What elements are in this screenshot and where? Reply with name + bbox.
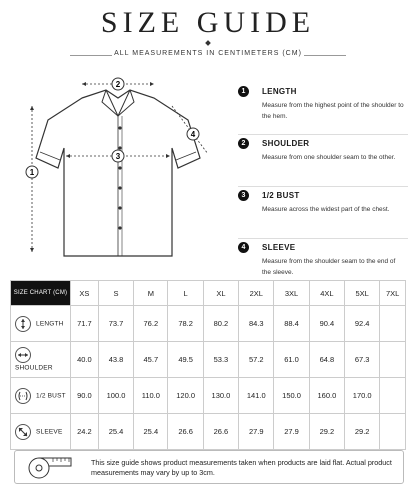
size-header: XL: [203, 281, 238, 306]
size-chart-table: [10, 280, 406, 450]
row-header: [11, 342, 71, 378]
table-cell: 141.0: [239, 378, 274, 414]
size-header: XS: [71, 281, 99, 306]
table-cell: [380, 306, 406, 342]
vertical-arrow-icon: [15, 316, 31, 332]
table-cell: 90.0: [71, 378, 99, 414]
table-cell: 61.0: [274, 342, 309, 378]
table-cell: 84.3: [239, 306, 274, 342]
number-badge: 4: [238, 242, 249, 253]
row-label: SLEEVE: [36, 428, 63, 435]
table-cell: 80.2: [203, 306, 238, 342]
shirt-diagram: [12, 76, 224, 266]
measuring-tape-icon: [27, 456, 73, 480]
marker-3: 3: [115, 152, 121, 161]
shirt-illustration: [12, 76, 224, 266]
table-cell: 29.2: [309, 414, 344, 450]
row-label: LENGTH: [36, 320, 64, 327]
size-header: 3XL: [274, 281, 309, 306]
table-cell: 26.6: [203, 414, 238, 450]
note-text: This size guide shows product measurements taken when products are laid flat. Actual product measurements may vary by up to 3cm.: [91, 458, 392, 477]
table-cell: [380, 414, 406, 450]
table-cell: 92.4: [345, 306, 380, 342]
measure-item-bust: [238, 190, 408, 239]
measure-description: Measure from the highest point of the shoulder to the hem.: [262, 102, 404, 120]
table-cell: 64.8: [309, 342, 344, 378]
size-header: 5XL: [345, 281, 380, 306]
marker-1: 1: [29, 168, 35, 177]
table-cell: 49.5: [168, 342, 203, 378]
row-label: 1/2 BUST: [36, 392, 66, 399]
table-row-length: [11, 306, 406, 342]
size-header-row: [11, 281, 406, 306]
table-cell: 25.4: [134, 414, 168, 450]
table-cell: 24.2: [71, 414, 99, 450]
measure-description: Measure from one shoulder seam to the other.: [262, 154, 396, 161]
table-corner-label: SIZE CHART (CM): [11, 281, 71, 306]
table-cell: 25.4: [98, 414, 133, 450]
table-cell: 71.7: [71, 306, 99, 342]
table-cell: 78.2: [168, 306, 203, 342]
table-cell: 67.3: [345, 342, 380, 378]
table-cell: 27.9: [239, 414, 274, 450]
table-cell: 110.0: [134, 378, 168, 414]
measure-title: SHOULDER: [262, 139, 310, 148]
page-title: SIZE GUIDE: [100, 6, 316, 39]
title-diamond-ornament: [205, 40, 211, 46]
measure-item-shoulder: [238, 138, 408, 187]
size-header: 7XL: [380, 281, 406, 306]
table-row-shoulder: [11, 342, 406, 378]
size-header: 4XL: [309, 281, 344, 306]
table-cell: 160.0: [309, 378, 344, 414]
subtitle-rule-left: [70, 55, 112, 56]
table-cell: 29.2: [345, 414, 380, 450]
row-header: [11, 414, 71, 450]
measure-title: LENGTH: [262, 87, 297, 96]
table-cell: 27.9: [274, 414, 309, 450]
measure-title: SLEEVE: [262, 243, 296, 252]
size-header: S: [98, 281, 133, 306]
horizontal-arrow-icon: [15, 347, 31, 363]
size-header: 2XL: [239, 281, 274, 306]
table-cell: 88.4: [274, 306, 309, 342]
table-cell: [380, 378, 406, 414]
table-cell: 53.3: [203, 342, 238, 378]
marker-4: 4: [190, 130, 196, 139]
row-label: SHOULDER: [15, 364, 53, 372]
marker-2: 2: [115, 80, 121, 89]
row-header: [11, 306, 71, 342]
measure-title: 1/2 BUST: [262, 191, 300, 200]
page-subtitle: ALL MEASUREMENTS IN CENTIMETERS (CM): [114, 50, 302, 57]
table-cell: 73.7: [98, 306, 133, 342]
measurement-instructions: [238, 86, 408, 294]
table-cell: 26.6: [168, 414, 203, 450]
size-header: M: [134, 281, 168, 306]
table-cell: 76.2: [134, 306, 168, 342]
bust-icon: [15, 388, 31, 404]
table-cell: 130.0: [203, 378, 238, 414]
table-cell: 150.0: [274, 378, 309, 414]
subtitle-rule-right: [304, 55, 346, 56]
table-cell: 170.0: [345, 378, 380, 414]
table-cell: 57.2: [239, 342, 274, 378]
subtitle-row: [0, 48, 416, 62]
table-row-sleeve: [11, 414, 406, 450]
table-cell: 100.0: [98, 378, 133, 414]
table-cell: 43.8: [98, 342, 133, 378]
sleeve-icon: [15, 424, 31, 440]
table-cell: 120.0: [168, 378, 203, 414]
size-header: L: [168, 281, 203, 306]
measure-description: Measure from the shoulder seam to the end of the sleeve.: [262, 258, 396, 276]
row-header: [11, 378, 71, 414]
measure-item-length: [238, 86, 408, 135]
table-cell: 45.7: [134, 342, 168, 378]
measure-description: Measure across the widest part of the chest.: [262, 206, 390, 213]
table-cell: [380, 342, 406, 378]
table-row-bust: [11, 378, 406, 414]
number-badge: 1: [238, 86, 249, 97]
table-cell: 90.4: [309, 306, 344, 342]
number-badge: 3: [238, 190, 249, 201]
number-badge: 2: [238, 138, 249, 149]
measurement-note: [14, 450, 404, 484]
table-cell: 40.0: [71, 342, 99, 378]
